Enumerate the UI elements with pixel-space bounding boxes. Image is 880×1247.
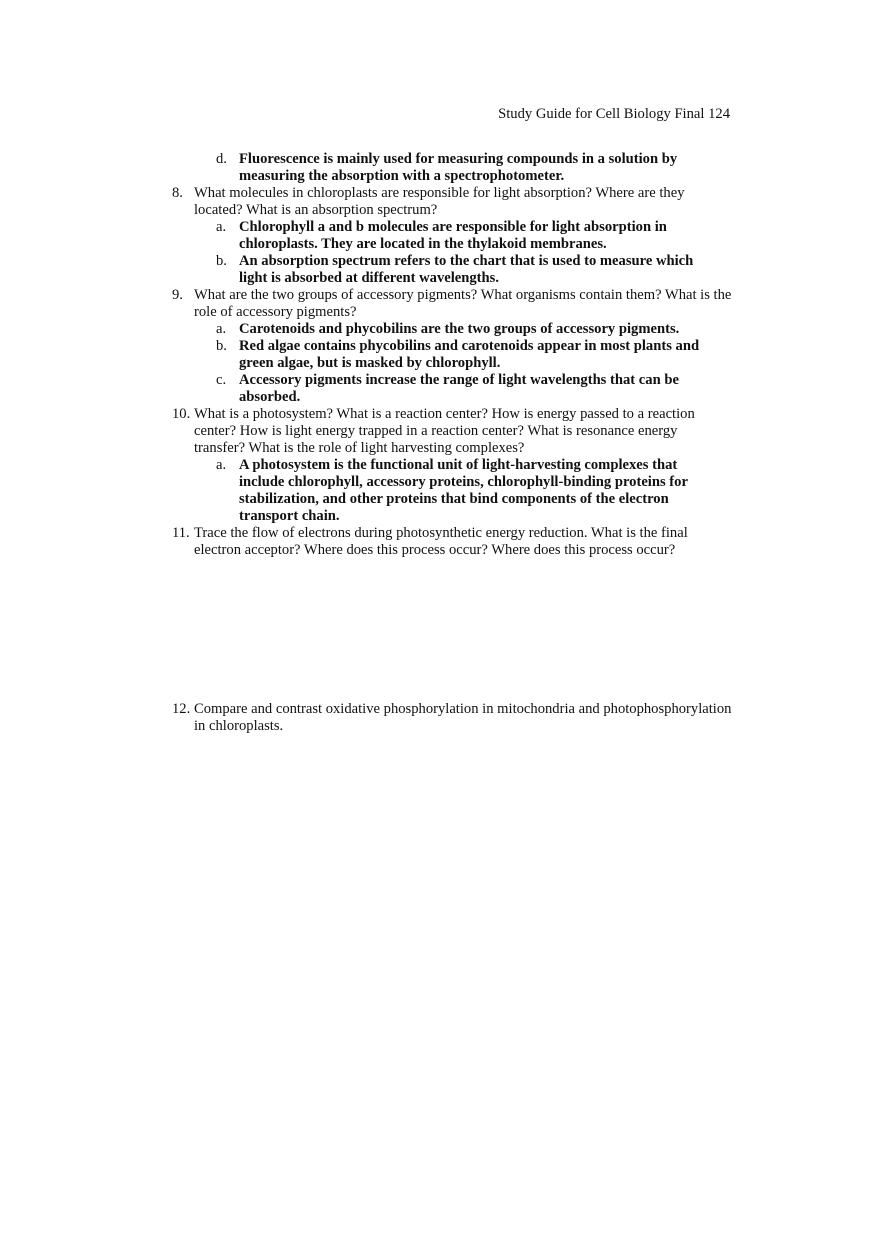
answer-letter: d. <box>216 151 227 167</box>
question-9 <box>172 287 732 321</box>
answer-text: An absorption spectrum refers to the chart that is used to measure which light is absorbed at different wavelengths. <box>239 253 694 286</box>
page-header: Study Guide for Cell Biology Final 124 <box>498 106 730 122</box>
answer-item <box>216 151 732 185</box>
study-guide-content <box>172 151 732 735</box>
question-10 <box>172 406 732 457</box>
question-12 <box>172 701 732 735</box>
question-number: 11. <box>172 525 190 541</box>
question-number: 9. <box>172 287 183 303</box>
answer-text: Red algae contains phycobilins and carotenoids appear in most plants and green algae, but is masked by chlorophyll. <box>239 338 700 371</box>
answer-space <box>172 559 732 701</box>
answer-item <box>216 321 732 338</box>
answer-item <box>216 219 732 253</box>
question-8 <box>172 185 732 219</box>
question-number: 10. <box>172 406 191 422</box>
answer-letter: b. <box>216 338 227 354</box>
answer-text: Accessory pigments increase the range of light wavelengths that can be absorbed. <box>239 372 679 405</box>
answer-text: Carotenoids and phycobilins are the two groups of accessory pigments. <box>239 321 680 337</box>
question-text: Trace the flow of electrons during photosynthetic energy reduction. What is the final electron acceptor? Where does this process occur? Where does this process occur? <box>194 525 688 558</box>
answer-item <box>216 253 732 287</box>
question-text: What are the two groups of accessory pigments? What organisms contain them? What is the role of accessory pigments? <box>194 287 732 320</box>
answer-letter: a. <box>216 219 227 235</box>
question-11 <box>172 525 732 559</box>
answer-text: Chlorophyll a and b molecules are responsible for light absorption in chloroplasts. They are located in the thylakoid membranes. <box>239 219 667 252</box>
answer-letter: c. <box>216 372 227 388</box>
answer-text: A photosystem is the functional unit of light-harvesting complexes that include chlorophyll, accessory proteins, chlorophyll-binding proteins for stabilization, and other proteins that bind components of the electron transport chain. <box>239 457 688 524</box>
answer-item <box>216 457 732 525</box>
answer-letter: a. <box>216 457 227 473</box>
question-number: 8. <box>172 185 183 201</box>
answer-item <box>216 372 732 406</box>
answer-text: Fluorescence is mainly used for measuring compounds in a solution by measuring the absorption with a spectrophotometer. <box>239 151 678 184</box>
answer-letter: b. <box>216 253 227 269</box>
answer-item <box>216 338 732 372</box>
question-text: Compare and contrast oxidative phosphorylation in mitochondria and photophosphorylation in chloroplasts. <box>194 701 732 734</box>
answer-letter: a. <box>216 321 227 337</box>
question-number: 12. <box>172 701 191 717</box>
question-text: What is a photosystem? What is a reaction center? How is energy passed to a reaction center? How is light energy trapped in a reaction center? What is resonance energy transfer? What is the role of light harvesting complexes? <box>194 406 695 456</box>
question-text: What molecules in chloroplasts are responsible for light absorption? Where are they located? What is an absorption spectrum? <box>194 185 685 218</box>
